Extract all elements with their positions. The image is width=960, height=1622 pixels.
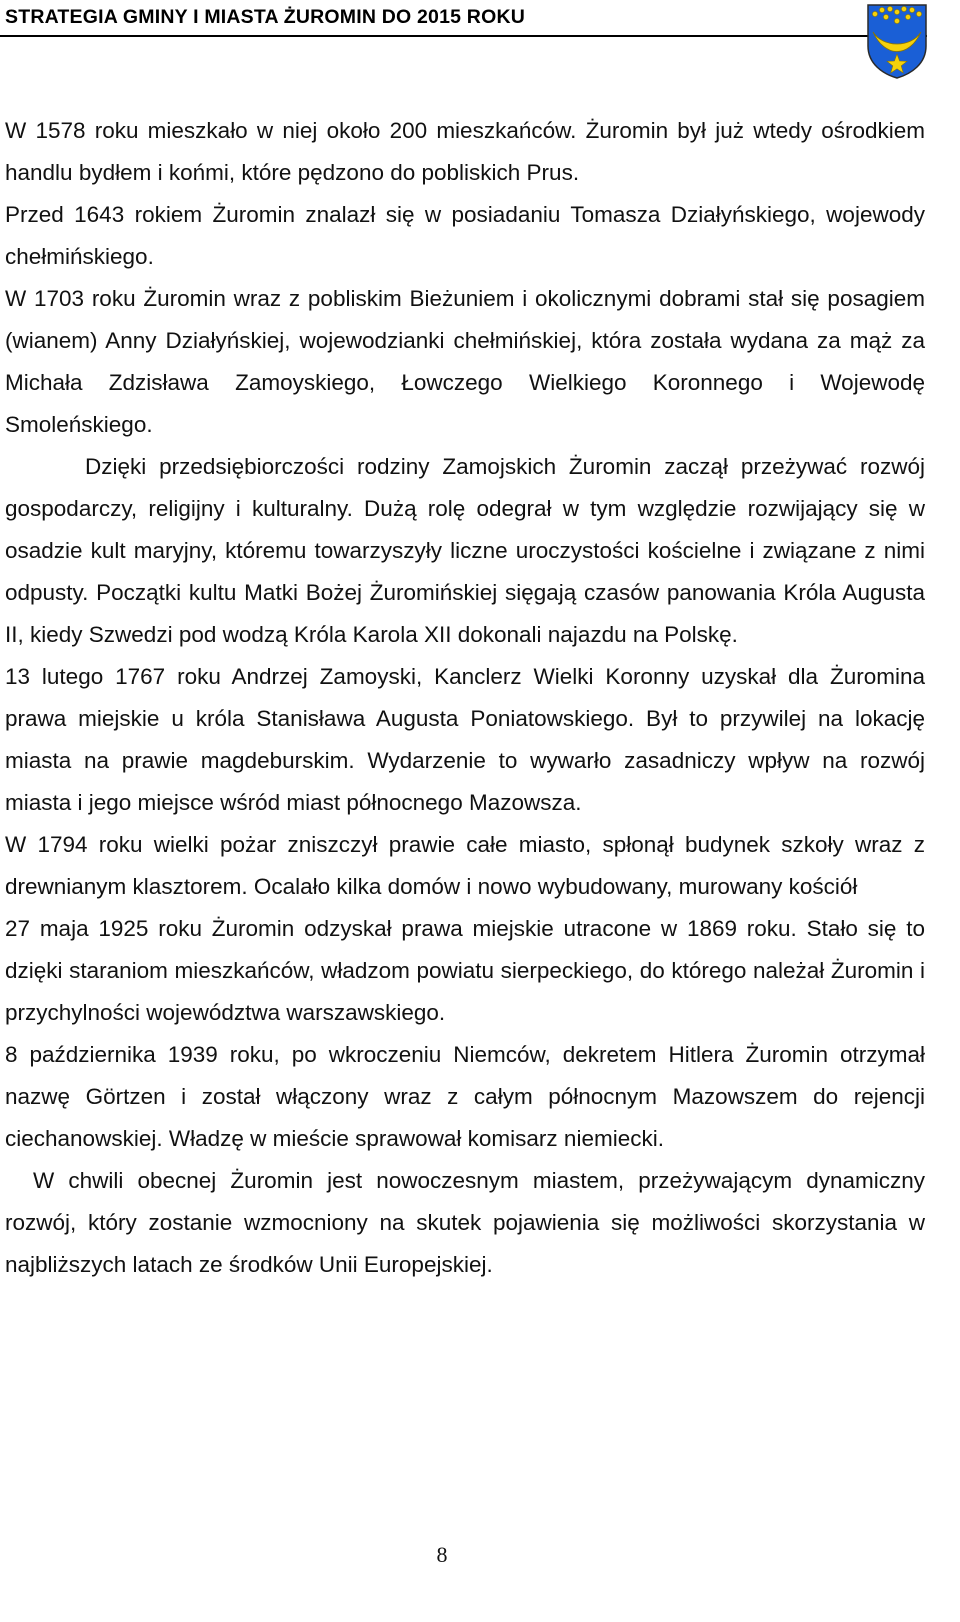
paragraph-1767: 13 lutego 1767 roku Andrzej Zamoyski, Kanclerz Wielki Koronny uzyskał dla Żuromina prawa miejskie u króla Stanisława Augusta Poniatowskiego. Był to przywilej na lokację miasta na prawie magdeburskim. Wydarzenie to wywarło zasadniczy wpływ na rozwój miasta i jego miejsce wśród miast północnego Mazowsza. (5, 664, 925, 815)
paragraph-1925: 27 maja 1925 roku Żuromin odzyskał prawa miejskie utracone w 1869 roku. Stało się to dzięki staraniom mieszkańców, władzom powiatu sierpeckiego, do którego należał Żuromin i przychylności województwa warszawskiego. (5, 916, 925, 1025)
paragraph-1703: W 1703 roku Żuromin wraz z pobliskim Bieżuniem i okolicznymi dobrami stał się posagiem (wianem) Anny Działyńskiej, wojewodzianki chełmińskiej, która została wydana za mąż za Michała Zdzisława Zamoyskiego, Łowczego Wielkiego Koronnego i Wojewodę Smoleńskiego. (5, 286, 925, 437)
paragraph-zamojscy: Dzięki przedsiębiorczości rodziny Zamojskich Żuromin zaczął przeżywać rozwój gospodarczy, religijny i kulturalny. Dużą rolę odegrał w tym względzie rozwijający się w osadzie kult maryjny, któremu towarzyszyły liczne uroczystości kościelne i związane z nimi odpusty. Początki kultu Matki Bożej Żuromińskiej sięgają czasów panowania Króla Augusta II, kiedy Szwedzi pod wodzą Króla Karola XII dokonali najazdu na Polskę. (5, 454, 925, 647)
paragraph-present: W chwili obecnej Żuromin jest nowoczesnym miastem, przeżywającym dynamiczny rozwój, który zostanie wzmocniony na skutek pojawienia się możliwości skorzystania w najbliższych latach ze środków Unii Europejskiej. (5, 1168, 925, 1277)
paragraph-1939: 8 października 1939 roku, po wkroczeniu Niemców, dekretem Hitlera Żuromin otrzymał nazwę Görtzen i został włączony wraz z całym północnym Mazowszem do rejencji ciechanowskiej. Władzę w mieście sprawował komisarz niemiecki. (5, 1042, 925, 1151)
paragraph-1794: W 1794 roku wielki pożar zniszczył prawie całe miasto, spłonął budynek szkoły wraz z drewnianym klasztorem. Ocalało kilka domów i nowo wybudowany, murowany kościół (5, 832, 925, 899)
header-title: STRATEGIA GMINY I MIASTA ŻUROMIN DO 2015 ROKU (5, 6, 526, 28)
document-body (5, 110, 925, 1286)
header-divider (0, 35, 927, 37)
paragraph-1578: W 1578 roku mieszkało w niej około 200 mieszkańców. Żuromin był już wtedy ośrodkiem handlu bydłem i końmi, które pędzono do pobliskich Prus. (5, 118, 925, 185)
page-header (0, 0, 960, 80)
paragraph-1643: Przed 1643 rokiem Żuromin znalazł się w posiadaniu Tomasza Działyńskiego, wojewody chełmińskiego. (5, 202, 925, 269)
zuromin-coat-of-arms-icon (865, 2, 929, 80)
page-number: 8 (436, 1542, 448, 1567)
